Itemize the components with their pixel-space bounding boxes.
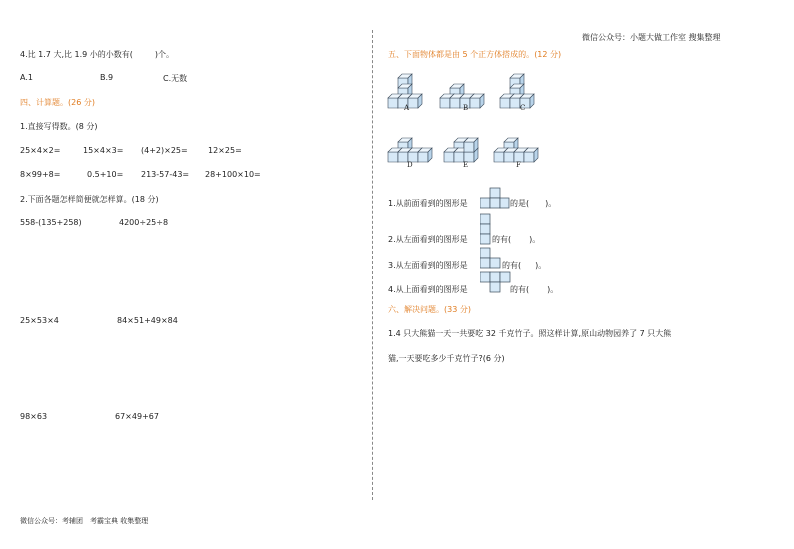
top-view-shape-icon (480, 271, 512, 293)
front-view-shape-icon (480, 187, 510, 209)
section-5-heading: 五、下面物体都是由 5 个正方体搭成的。(12 分) (388, 50, 562, 59)
calc-item: 25×4×2= (20, 146, 61, 155)
calc-item: 8×99+8= (20, 170, 61, 179)
column-divider (372, 30, 373, 500)
problem-1-line-2: 猫,一天要吃多少千克竹子?(6 分) (388, 354, 505, 363)
view-question-3: 3.从左面看到的图形是 (388, 261, 468, 270)
simplify-item: 98×63 (20, 412, 48, 421)
view-question-1-answer: 的是( )。 (510, 199, 557, 208)
calc-item: (4+2)×25= (141, 146, 188, 155)
calc-q1-title: 1.直接写得数。(8 分) (20, 122, 98, 131)
view-question-2: 2.从左面看到的图形是 (388, 235, 468, 244)
figure-f (494, 138, 538, 162)
section-4-heading: 四、计算题。(26 分) (20, 98, 95, 107)
calc-item: 15×4×3= (83, 146, 124, 155)
calc-item: 12×25= (208, 146, 242, 155)
figure-d (388, 138, 432, 162)
calc-item: 0.5+10= (87, 170, 124, 179)
left-view-shape-2-icon (480, 247, 502, 269)
figure-c (500, 74, 534, 108)
figure-label-f: F (516, 161, 521, 169)
figure-label-d: D (407, 161, 413, 169)
figure-e (444, 138, 478, 162)
view-question-4: 4.从上面看到的图形是 (388, 285, 468, 294)
calc-q2-title: 2.下面各题怎样简便就怎样算。(18 分) (20, 195, 159, 204)
view-question-4-answer: 的有( )。 (510, 285, 559, 294)
figure-label-c: C (520, 104, 526, 112)
simplify-item: 25×53×4 (20, 316, 59, 325)
calc-item: 28+100×10= (205, 170, 261, 179)
q4-text-end: )个。 (154, 50, 175, 59)
figure-b (440, 84, 484, 108)
left-view-shape-icon (480, 213, 492, 245)
figure-a (388, 74, 422, 108)
cube-figures (380, 62, 540, 172)
view-question-2-answer: 的有( )。 (492, 235, 541, 244)
view-question-3-answer: 的有( )。 (502, 261, 547, 270)
q4-option-b: B.9 (100, 73, 114, 82)
header-watermark: 微信公众号：小题大做工作室 搜集整理 (582, 33, 721, 42)
calc-item: 213-57-43= (141, 170, 190, 179)
simplify-item: 4200÷25÷8 (119, 218, 169, 227)
problem-1-line-1: 1.4 只大熊猫一天一共要吃 32 千克竹子。照这样计算,原山动物园养了 7 只大熊 (388, 329, 672, 338)
footer-watermark: 微信公众号：考辅团 考霸宝典 收集整理 (20, 517, 149, 525)
figure-label-e: E (463, 161, 469, 169)
q4-option-a: A.1 (20, 73, 33, 82)
figure-label-b: B (463, 104, 469, 112)
q4-option-c: C.无数 (163, 74, 188, 83)
simplify-item: 67×49+67 (115, 412, 159, 421)
simplify-item: 84×51+49×84 (117, 316, 178, 325)
view-question-1: 1.从前面看到的图形是 (388, 199, 468, 208)
figure-label-a: A (404, 104, 410, 112)
simplify-item: 558-(135+258) (20, 218, 82, 227)
question-4 (20, 49, 174, 60)
section-6-heading: 六、解决问题。(33 分) (388, 305, 471, 314)
q4-text: 4.比 1.7 大,比 1.9 小的小数有( (20, 50, 133, 59)
